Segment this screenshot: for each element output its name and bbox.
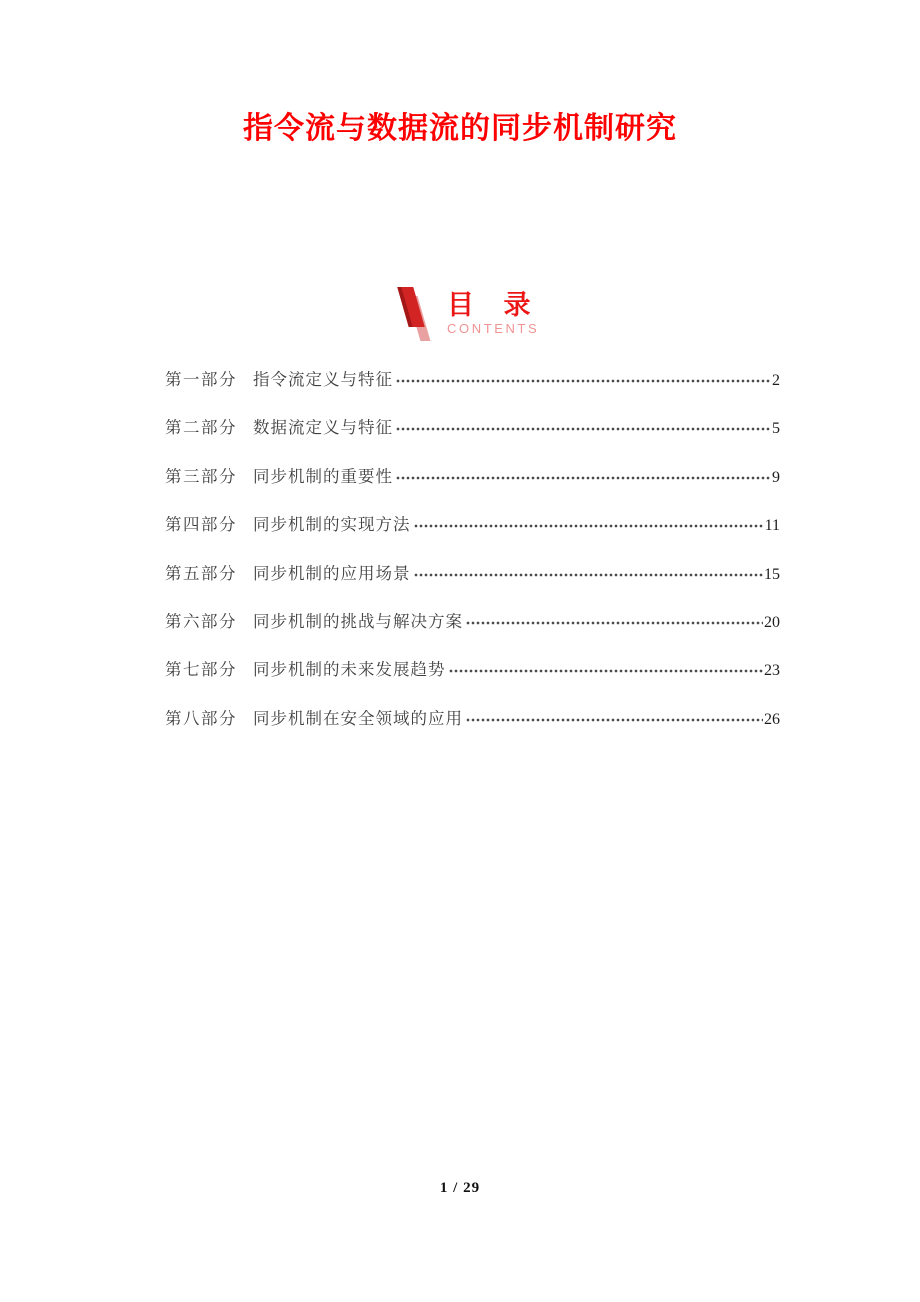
toc-entry-page: 9 — [772, 468, 780, 486]
toc-entry-page: 26 — [764, 710, 780, 728]
toc-entry-title: 同步机制的未来发展趋势 — [253, 660, 446, 680]
toc-entry-title: 同步机制的应用场景 — [253, 563, 411, 583]
toc-subheading: CONTENTS — [447, 321, 540, 336]
toc-header — [400, 287, 539, 347]
dotted-leader — [396, 475, 771, 481]
dotted-leader — [414, 572, 764, 578]
toc-entry[interactable] — [165, 560, 780, 583]
toc-entry-page: 15 — [764, 565, 780, 583]
red-ribbon-bookmark-icon — [400, 287, 436, 347]
toc-entry-part: 第七部分 — [165, 660, 237, 680]
toc-entry[interactable] — [165, 463, 780, 486]
toc-entry-page: 23 — [764, 662, 780, 680]
toc-entry-part: 第五部分 — [165, 563, 237, 583]
toc-entry[interactable] — [165, 608, 780, 631]
toc-entry-part: 第二部分 — [165, 418, 237, 438]
toc-entry-title: 同步机制在安全领域的应用 — [253, 708, 463, 728]
toc-heading-block — [447, 287, 539, 336]
toc-entry-page: 20 — [764, 613, 780, 631]
page-number-indicator: 1 / 29 — [439, 1180, 481, 1196]
dotted-leader — [396, 378, 771, 384]
toc-entry-part: 第四部分 — [165, 515, 237, 535]
toc-entry-title: 同步机制的实现方法 — [253, 515, 411, 535]
toc-entry-title: 同步机制的挑战与解决方案 — [253, 611, 463, 631]
toc-entry-page: 11 — [764, 517, 780, 535]
toc-entry[interactable] — [165, 366, 780, 389]
toc-entry-title: 数据流定义与特征 — [253, 418, 393, 438]
toc-entry[interactable] — [165, 414, 780, 438]
toc-entry-part: 第六部分 — [165, 611, 237, 631]
toc-entry-title: 同步机制的重要性 — [253, 466, 393, 486]
dotted-leader — [414, 523, 764, 529]
toc-entry-part: 第八部分 — [165, 708, 237, 728]
dotted-leader — [466, 717, 763, 723]
toc-entry[interactable] — [165, 705, 780, 728]
dotted-leader — [466, 620, 763, 626]
toc-entry-page: 5 — [772, 420, 780, 438]
toc-entry-page: 2 — [772, 372, 780, 389]
dotted-leader — [449, 668, 764, 674]
document-title: 指令流与数据流的同步机制研究 — [243, 112, 677, 145]
toc-list — [165, 366, 780, 753]
toc-heading: 目 录 — [447, 290, 533, 320]
toc-entry-part: 第三部分 — [165, 466, 237, 486]
toc-entry-title: 指令流定义与特征 — [253, 370, 393, 389]
toc-entry-part: 第一部分 — [165, 370, 237, 389]
dotted-leader — [396, 426, 771, 432]
toc-entry[interactable] — [165, 511, 780, 535]
toc-entry[interactable] — [165, 656, 780, 680]
